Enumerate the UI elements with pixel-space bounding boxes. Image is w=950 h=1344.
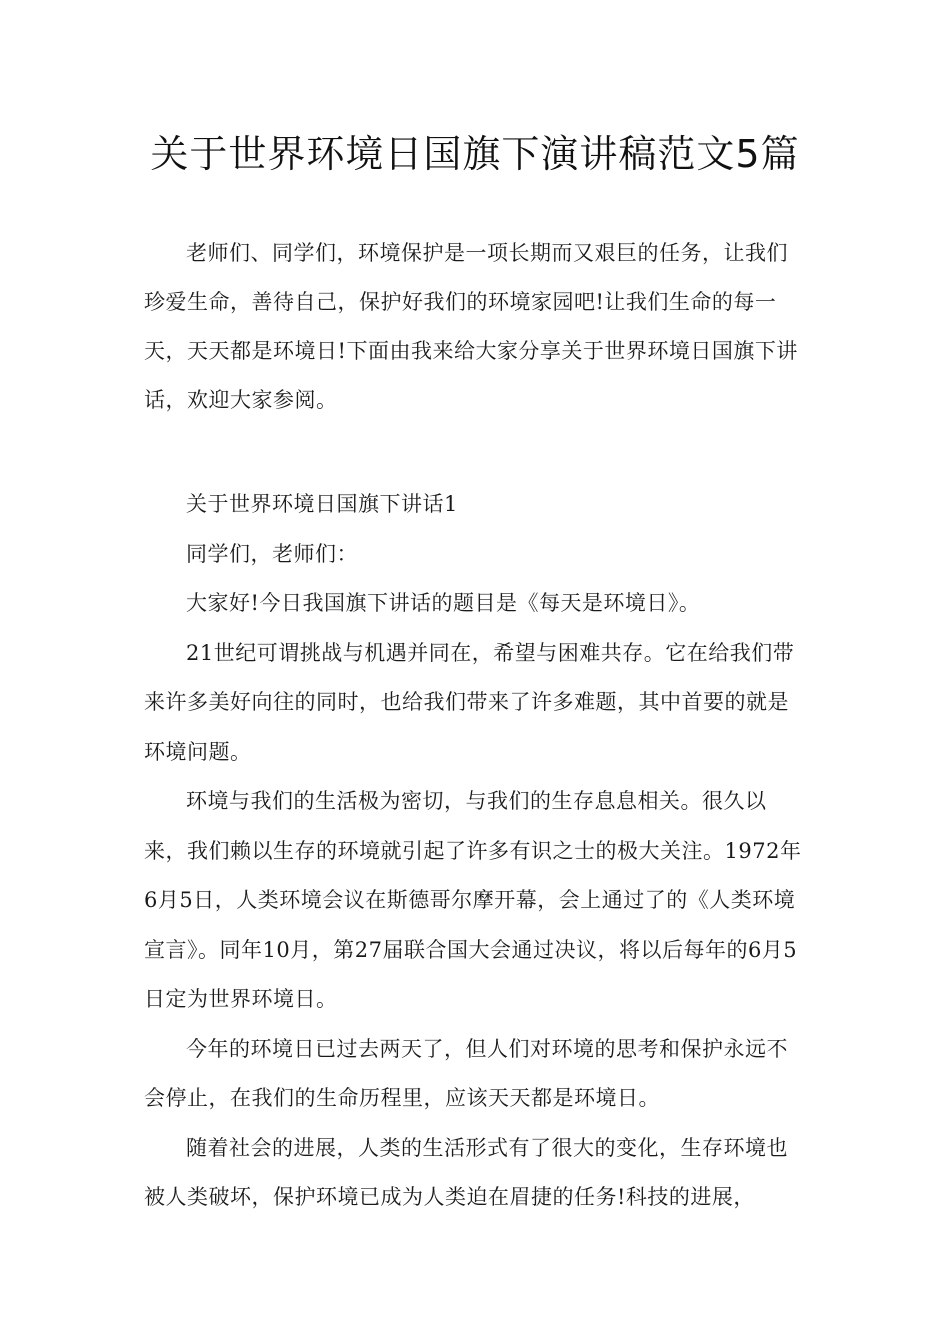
intro-paragraph: 老师们、同学们，环境保护是一项长期而又艰巨的任务，让我们珍爱生命，善待自己，保护好我们的环境家园吧!让我们生命的每一天，天天都是环境日!下面由我来给大家分享关于世界环境日国旗下讲话，欢迎大家参阅。 xyxy=(144,241,798,412)
speech-block xyxy=(144,480,809,1223)
body-paragraph: 随着社会的进展，人类的生活形式有了很大的变化，生存环境也被人类破坏，保护环境已成为人类迫在眉捷的任务!科技的进展， xyxy=(144,1135,788,1209)
body-paragraph: 21世纪可谓挑战与机遇并同在，希望与困难共存。它在给我们带来许多美好向往的同时，也给我们带来了许多难题，其中首要的就是环境问题。 xyxy=(144,640,795,764)
body-paragraph: 大家好!今日我国旗下讲话的题目是《每天是环境日》。 xyxy=(186,591,701,615)
intro-block xyxy=(144,229,809,425)
body-paragraph: 环境与我们的生活极为密切，与我们的生存息息相关。很久以来，我们赖以生存的环境就引起了许多有识之士的极大关注。1972年6月5日，人类环境会议在斯德哥尔摩开幕，会上通过了的《人类环境宣言》。同年10月，第27届联合国大会通过决议，将以后每年的6月5日定为世界环境日。 xyxy=(144,789,802,1011)
document-title: 关于世界环境日国旗下演讲稿范文5篇 xyxy=(150,132,800,176)
section-heading: 关于世界环境日国旗下讲话1 xyxy=(186,492,458,516)
body-paragraph: 今年的环境日已过去两天了，但人们对环境的思考和保护永远不会停止，在我们的生命历程里，应该天天都是环境日。 xyxy=(144,1036,788,1110)
salutation: 同学们，老师们： xyxy=(186,541,358,566)
